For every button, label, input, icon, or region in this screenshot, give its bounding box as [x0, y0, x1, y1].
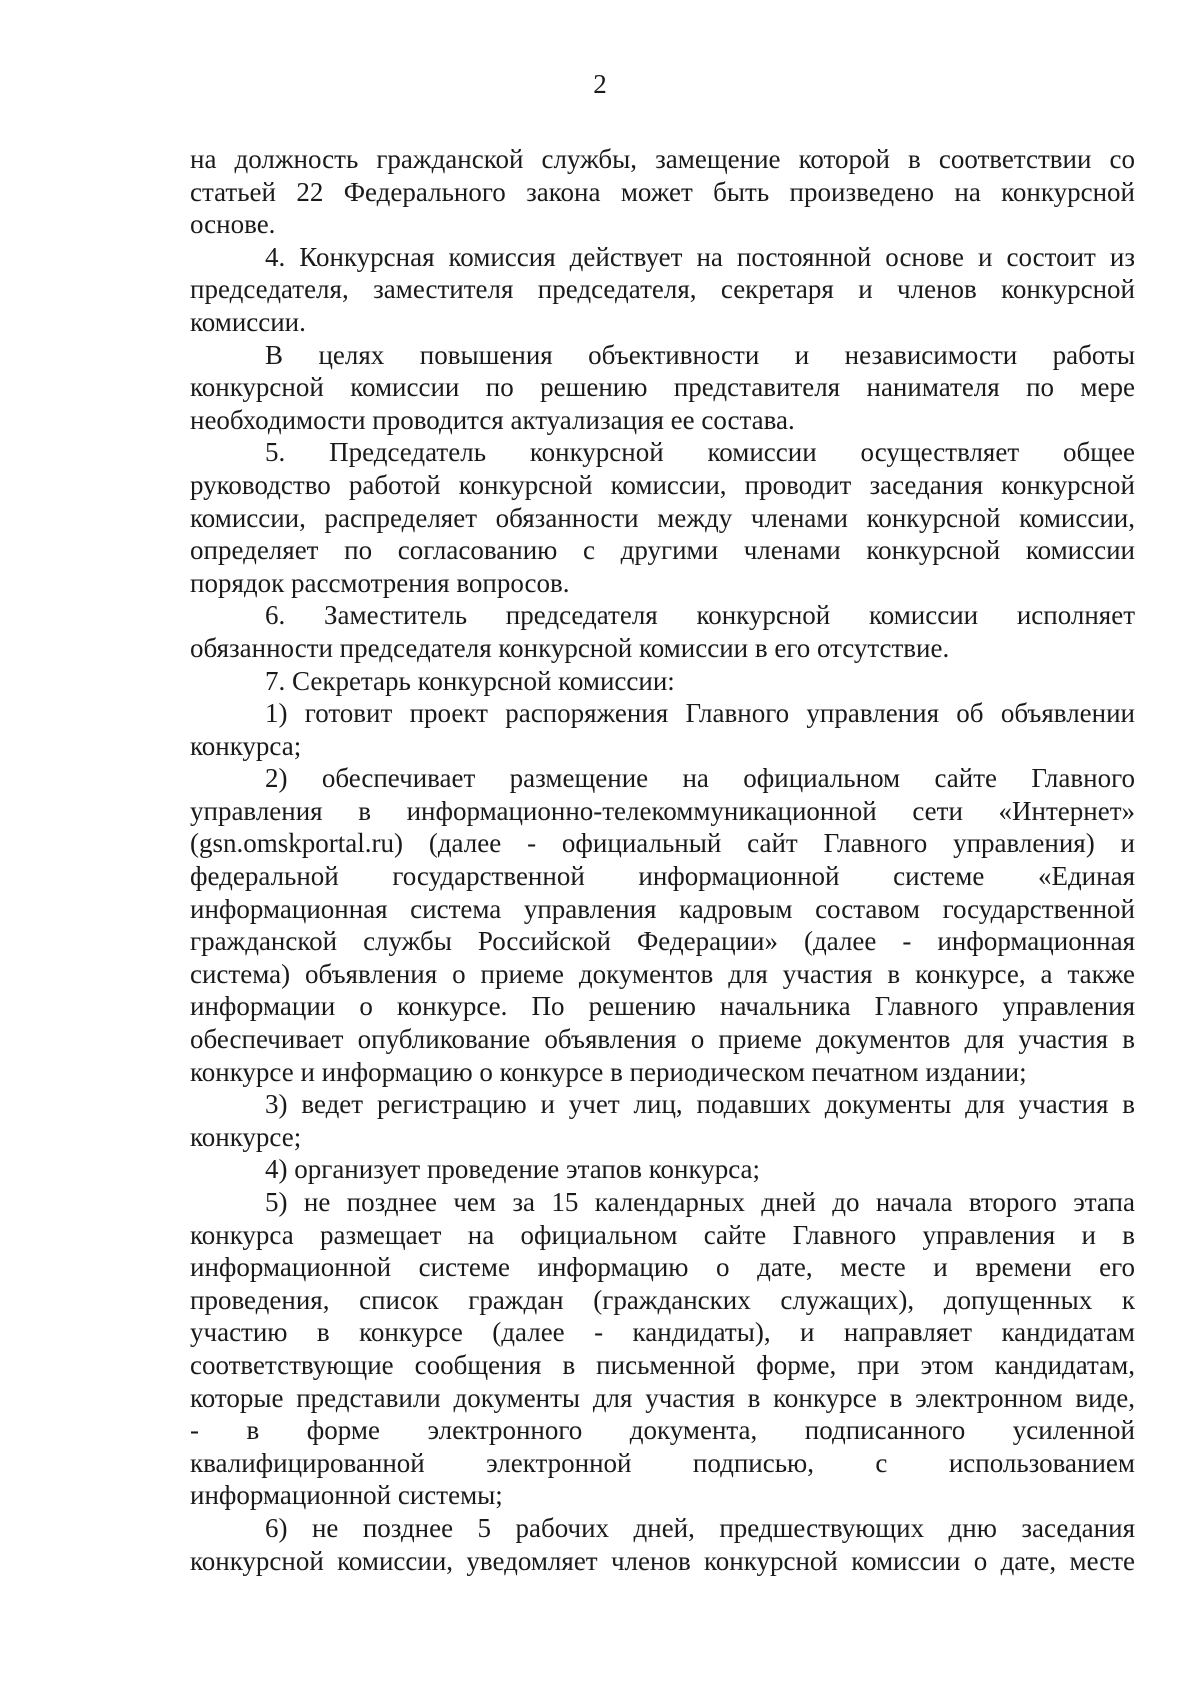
text-line: - в форме электронного документа, подписанного усиленной — [190, 1415, 1135, 1446]
text-line: федеральной государственной информационной системе «Единая — [190, 861, 1135, 892]
text-line: 4. Конкурсная комиссия действует на постоянной основе и состоит из — [265, 241, 1135, 272]
text-line: 1) готовит проект распоряжения Главного управления об объявлении — [265, 698, 1135, 729]
text-line: конкурсе; — [190, 1121, 302, 1152]
text-line: 4) организует проведение этапов конкурса; — [265, 1154, 761, 1185]
text-line: 5. Председатель конкурсной комиссии осуществляет общее — [265, 437, 1135, 468]
text-line: конкурса размещает на официальном сайте Главного управления и в — [190, 1219, 1135, 1250]
text-line: управления в информационно-телекоммуникационной сети «Интернет» — [190, 795, 1135, 826]
text-line: конкурсе и информацию о конкурсе в периодическом печатном издании; — [190, 1056, 1027, 1087]
document-body — [190, 143, 1135, 1577]
text-line: на должность гражданской службы, замещение которой в соответствии со — [190, 144, 1135, 174]
text-line: информационной системе информацию о дате, месте и времени его — [190, 1252, 1135, 1283]
text-line: обеспечивает опубликование объявления о приеме документов для участия в — [190, 1024, 1135, 1055]
text-line: которые представили документы для участия в конкурсе в электронном виде, — [190, 1382, 1135, 1413]
text-line: система) объявления о приеме документов для участия в конкурсе, а также — [190, 958, 1135, 989]
text-line: конкурса; — [190, 730, 302, 761]
text-line: соответствующие сообщения в письменной форме, при этом кандидатам, — [190, 1349, 1135, 1380]
text-line: 6. Заместитель председателя конкурсной комиссии исполняет — [265, 600, 1135, 631]
text-line: 2) обеспечивает размещение на официальном сайте Главного — [265, 763, 1135, 794]
text-line: председателя, заместителя председателя, секретаря и членов конкурсной — [190, 274, 1135, 305]
text-line: проведения, список граждан (гражданских служащих), допущенных к — [190, 1284, 1135, 1315]
text-line: информационная система управления кадровым составом государственной — [190, 893, 1135, 924]
text-line: руководство работой конкурсной комиссии, проводит заседания конкурсной — [190, 469, 1135, 500]
text-line: порядок рассмотрения вопросов. — [190, 567, 570, 598]
text-line: комиссии. — [190, 306, 306, 337]
text-line: необходимости проводится актуализация ее состава. — [190, 404, 795, 435]
page-number: 2 — [593, 69, 607, 99]
text-line: определяет по согласованию с другими членами конкурсной комиссии — [190, 535, 1135, 566]
text-line: 3) ведет регистрацию и учет лиц, подавших документы для участия в — [265, 1089, 1135, 1120]
text-line: комиссии, распределяет обязанности между членами конкурсной комиссии, — [190, 502, 1135, 533]
text-line: 7. Секретарь конкурсной комиссии: — [265, 665, 675, 696]
text-line: В целях повышения объективности и независимости работы — [265, 339, 1135, 370]
text-line: основе. — [190, 209, 276, 240]
text-line: конкурсной комиссии по решению представителя нанимателя по мере — [190, 372, 1135, 403]
text-line: обязанности председателя конкурсной комиссии в его отсутствие. — [190, 632, 950, 663]
text-line: квалифицированной электронной подписью, с использованием — [190, 1447, 1135, 1478]
text-line: статьей 22 Федерального закона может быть произведено на конкурсной — [190, 176, 1135, 207]
text-line: информационной системы; — [190, 1480, 503, 1511]
text-line: 5) не позднее чем за 15 календарных дней до начала второго этапа — [265, 1187, 1135, 1217]
text-line: 6) не позднее 5 рабочих дней, предшествующих дню заседания — [265, 1512, 1135, 1543]
text-line: гражданской службы Российской Федерации» (далее - информационная — [190, 926, 1135, 957]
text-line: конкурсной комиссии, уведомляет членов конкурсной комиссии о дате, месте — [190, 1545, 1135, 1576]
text-line: информации о конкурсе. По решению начальника Главного управления — [190, 991, 1135, 1022]
text-line: участию в конкурсе (далее - кандидаты), и направляет кандидатам — [190, 1317, 1135, 1348]
text-line: (gsn.omskportal.ru) (далее - официальный сайт Главного управления) и — [190, 828, 1135, 859]
